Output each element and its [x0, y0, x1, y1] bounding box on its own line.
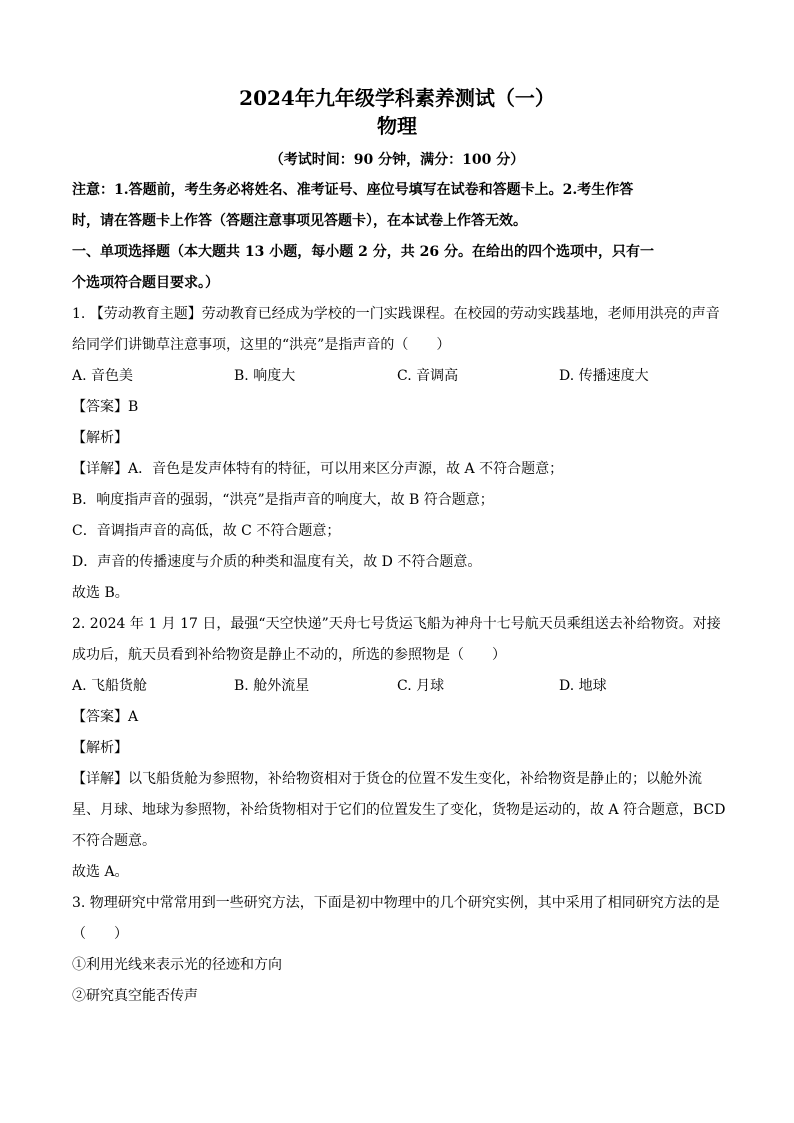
section-heading: 个选项符合题目要求。）: [72, 275, 219, 291]
option-a: A. 飞船货舱: [72, 678, 148, 694]
analysis-heading: 【解析】: [72, 430, 128, 446]
question-stem: 2. 2024 年 1 月 17 日，最强“天空快递”天舟七号货运飞船为神舟十七号航天员乘组送去补给物资。对接: [72, 616, 721, 632]
question-item: ②研究真空能否传声: [72, 988, 198, 1004]
exam-info: （考试时间：90 分钟，满分：100 分）: [269, 152, 525, 168]
option-b: B. 舱外流星: [234, 678, 310, 694]
options-row: [72, 671, 724, 702]
analysis-heading: 【解析】: [72, 740, 128, 756]
answer: 【答案】B: [72, 399, 139, 415]
detail-line: 故选 A。: [72, 864, 129, 880]
question-stem: 成功后，航天员看到补给物资是静止不动的，所选的参照物是（ ）: [72, 647, 506, 663]
question-1: [72, 299, 724, 609]
detail-line: 不符合题意。: [72, 833, 156, 849]
option-a: A. 音色美: [72, 368, 134, 384]
detail-line: B．响度指声音的强弱，“洪亮”是指声音的响度大，故 B 符合题意；: [72, 492, 494, 508]
question-stem: 1. 【劳动教育主题】劳动教育已经成为学校的一门实践课程。在校园的劳动实践基地，老师用洪亮的声音: [72, 306, 720, 322]
detail-line: 星、月球、地球为参照物，补给货物相对于它们的位置发生了变化，货物是运动的，故 A 符合题意，BCD: [72, 802, 726, 818]
question-2: [72, 609, 724, 888]
question-stem: 给同学们讲锄草注意事项，这里的“洪亮”是指声音的（ ）: [72, 337, 451, 353]
question-3: [72, 888, 724, 1012]
option-d: D. 传播速度大: [559, 368, 649, 384]
detail-line: C．音调指声音的高低，故 C 不符合题意；: [72, 523, 341, 539]
question-item: ①利用光线来表示光的径迹和方向: [72, 957, 282, 973]
option-d: D. 地球: [559, 678, 607, 694]
detail-line: D．声音的传播速度与介质的种类和温度有关，故 D 不符合题意。: [72, 554, 482, 570]
detail-line: 【详解】A．音色是发声体特有的特征，可以用来区分声源，故 A 不符合题意；: [72, 461, 564, 477]
notice-line: 注意：1.答题前，考生务必将姓名、准考证号、座位号填写在试卷和答题卡上。2.考生作答: [72, 182, 634, 198]
detail-line: 【详解】以飞船货舱为参照物，补给物资相对于货仓的位置不发生变化，补给物资是静止的；以舱外流: [72, 771, 702, 787]
subject-title: 物理: [377, 114, 417, 138]
option-c: C. 音调高: [397, 368, 459, 384]
document-body: [72, 175, 724, 1012]
notice-line: 时，请在答题卡上作答（答题注意事项见答题卡），在本试卷上作答无效。: [72, 213, 527, 229]
options-row: [72, 361, 724, 392]
answer: 【答案】A: [72, 709, 139, 725]
question-stem: （ ）: [72, 926, 128, 942]
detail-line: 故选 B。: [72, 585, 129, 601]
option-c: C. 月球: [397, 678, 445, 694]
exam-title: 2024年九年级学科素养测试（一）: [239, 86, 555, 110]
section-heading: 一、单项选择题（本大题共 13 小题，每小题 2 分，共 26 分。在给出的四个选项中，只有一: [72, 244, 654, 260]
question-stem: 3. 物理研究中常常用到一些研究方法，下面是初中物理中的几个研究实例，其中采用了相同研究方法的是: [72, 895, 720, 911]
option-b: B. 响度大: [234, 368, 296, 384]
